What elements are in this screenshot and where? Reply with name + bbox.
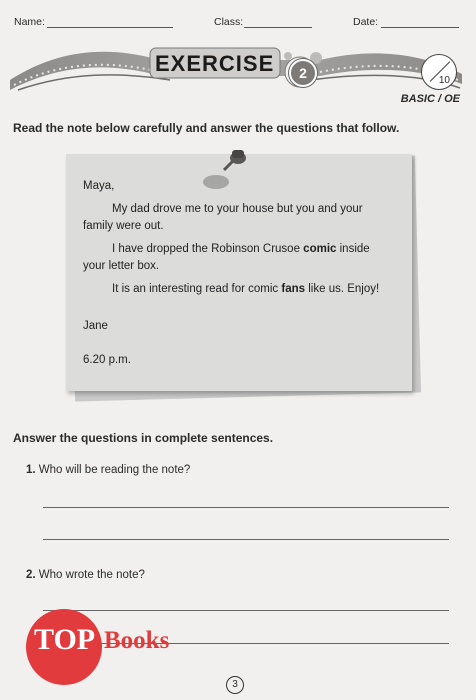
score-box [421,54,457,90]
note-para3-bold: fans [281,283,306,295]
question-number: 1. [26,464,36,476]
name-label: Name: [14,16,45,28]
question-number: 2. [26,569,36,581]
class-field[interactable] [244,27,312,28]
note-para1b: family were out. [83,220,164,232]
note-salutation: Maya, [83,180,115,192]
question-1 [26,464,190,476]
note-para2 [112,241,370,258]
note-time: 6.20 p.m. [83,354,131,366]
note-para2-a: I have dropped the Robinson Crusoe [112,243,300,255]
answer-line[interactable] [43,539,449,540]
note-para3 [112,281,379,298]
date-field[interactable] [381,27,459,28]
question-text: Who will be reading the note? [38,464,191,476]
level-label: BASIC / OE [400,93,460,105]
pushpin-icon [200,146,260,192]
note-para2-bold: comic [303,243,337,255]
date-label: Date: [353,16,379,28]
exercise-title: EXERCISE [155,51,275,76]
note-signature: Jane [83,320,108,332]
exercise-number-badge: 2 [289,59,317,87]
instruction-text: Read the note below carefully and answer the questions that follow. [13,121,400,135]
logo-books-text: Books [104,627,170,654]
answer-line[interactable] [43,610,449,611]
note-para3-a: It is an interesting read for comic [112,283,279,295]
answer-line[interactable] [43,507,449,508]
note-para1: My dad drove me to your house but you and your [112,203,363,215]
note-para2-b: inside [339,243,370,255]
section-instruction: Answer the questions in complete sentences. [13,431,274,445]
class-label: Class: [214,16,244,28]
name-field[interactable] [47,27,173,28]
question-text: Who wrote the note? [38,569,145,581]
note-para2c: your letter box. [83,260,160,272]
question-2 [26,569,145,581]
logo-top-text: TOP [34,623,96,656]
page-number: 3 [226,676,244,694]
score-max: 10 [438,75,450,86]
note-para3-b: like us. Enjoy! [308,283,380,295]
